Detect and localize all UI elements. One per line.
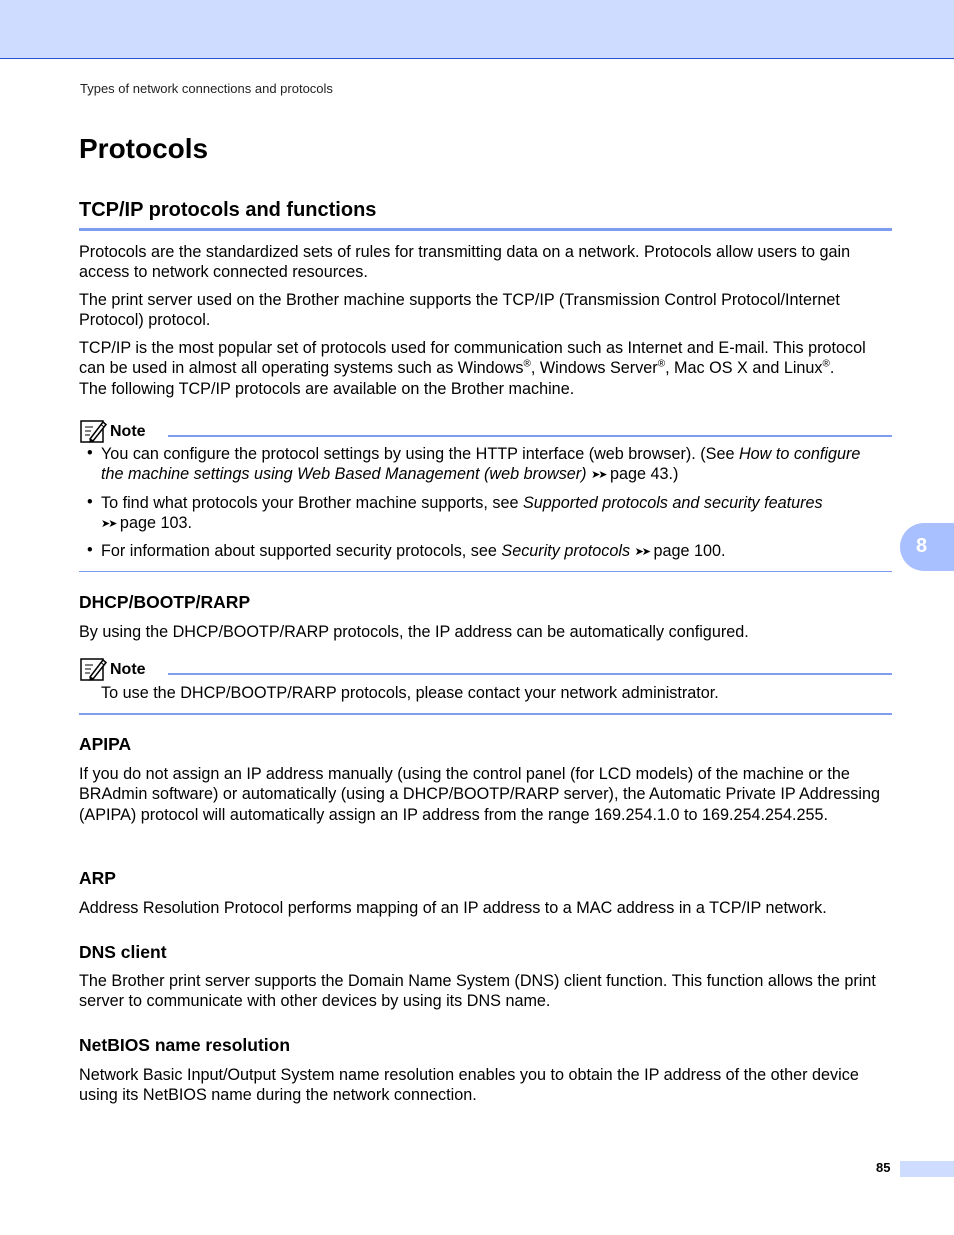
dhcp-text: By using the DHCP/BOOTP/RARP protocols, the IP address can be automatically configured. bbox=[79, 623, 749, 641]
dns-text: The Brother print server supports the Domain Name System (DNS) client function. This function allows the print server to communicate with other devices by using its DNS name. bbox=[79, 972, 876, 1011]
link-web-based-management[interactable]: How to configure the machine settings using Web Based Management (web browser) bbox=[101, 445, 861, 484]
note-end-rule bbox=[79, 713, 892, 715]
arp-text: Address Resolution Protocol performs mapping of an IP address to a MAC address in a TCP/IP network. bbox=[79, 899, 827, 917]
link-supported-protocols[interactable]: Supported protocols and security features bbox=[523, 494, 823, 512]
paragraph-tcpip: TCP/IP is the most popular set of protocols used for communication such as Internet and E-mail. This protocol can be used in almost all operating systems such as Windows®, Windows Server®, Mac OS X and Linux®. The following TCP/IP protocols are available on the Brother machine. bbox=[79, 339, 866, 398]
note-bullet-supported: To find what protocols your Brother machine supports, see Supported protocols and security features ➤➤ page 103. bbox=[101, 494, 823, 533]
note-pencil-icon bbox=[79, 656, 107, 682]
double-arrow-icon: ➤➤ bbox=[634, 546, 649, 558]
dhcp-heading: DHCP/BOOTP/RARP bbox=[79, 592, 251, 612]
dns-heading: DNS client bbox=[79, 942, 167, 962]
note-rule bbox=[168, 673, 892, 675]
note-bullet-configure: You can configure the protocol settings by using the HTTP interface (web browser). (See How to configure the machine settings using Web Based Management (web browser) ➤➤ page 43.) bbox=[101, 445, 861, 484]
dhcp-note-text: To use the DHCP/BOOTP/RARP protocols, please contact your network administrator. bbox=[101, 684, 719, 702]
note-label: Note bbox=[110, 423, 146, 440]
bullet: • bbox=[87, 493, 93, 511]
page-title: Protocols bbox=[79, 133, 209, 164]
section-heading-rule bbox=[79, 228, 892, 231]
section-heading: TCP/IP protocols and functions bbox=[79, 199, 377, 221]
bullet: • bbox=[87, 541, 93, 559]
chapter-tab[interactable] bbox=[900, 523, 954, 571]
note-header bbox=[79, 656, 892, 682]
bullet: • bbox=[87, 444, 93, 462]
apipa-text: If you do not assign an IP address manually (using the control panel (for LCD models) of the machine or the BRAdmin software) or automatically (using a DHCP/BOOTP/RARP server), the Automatic Private IP Addressing (APIPA) protocol will automatically assign an IP address from the range 169.254.1.0 to 169.254.254.255. bbox=[79, 765, 880, 824]
page-number-bar bbox=[900, 1161, 954, 1177]
arp-heading: ARP bbox=[79, 868, 116, 888]
chapter-number: 8 bbox=[916, 535, 928, 557]
netbios-heading: NetBIOS name resolution bbox=[79, 1035, 291, 1055]
header-band bbox=[0, 0, 954, 59]
note-pencil-icon bbox=[79, 418, 107, 444]
netbios-text: Network Basic Input/Output System name resolution enables you to obtain the IP address of the other device using its NetBIOS name during the network connection. bbox=[79, 1066, 859, 1105]
note-bullet-security: For information about supported security protocols, see Security protocols ➤➤ page 100. bbox=[101, 542, 726, 560]
paragraph-intro: Protocols are the standardized sets of rules for transmitting data on a network. Protocols allow users to gain access to network connected resources. bbox=[79, 243, 851, 282]
running-header: Types of network connections and protocols bbox=[80, 81, 333, 96]
note-header bbox=[79, 418, 892, 444]
note-label: Note bbox=[110, 661, 146, 678]
note-rule bbox=[168, 435, 892, 437]
double-arrow-icon: ➤➤ bbox=[591, 469, 606, 482]
double-arrow-icon: ➤➤ bbox=[101, 518, 116, 531]
paragraph-print-server: The print server used on the Brother machine supports the TCP/IP (Transmission Control Protocol/Internet Protocol) protocol. bbox=[79, 291, 840, 330]
apipa-heading: APIPA bbox=[79, 734, 132, 754]
link-security-protocols[interactable]: Security protocols bbox=[501, 542, 631, 560]
note-end-rule bbox=[79, 571, 892, 572]
page-number: 85 bbox=[876, 1160, 891, 1175]
